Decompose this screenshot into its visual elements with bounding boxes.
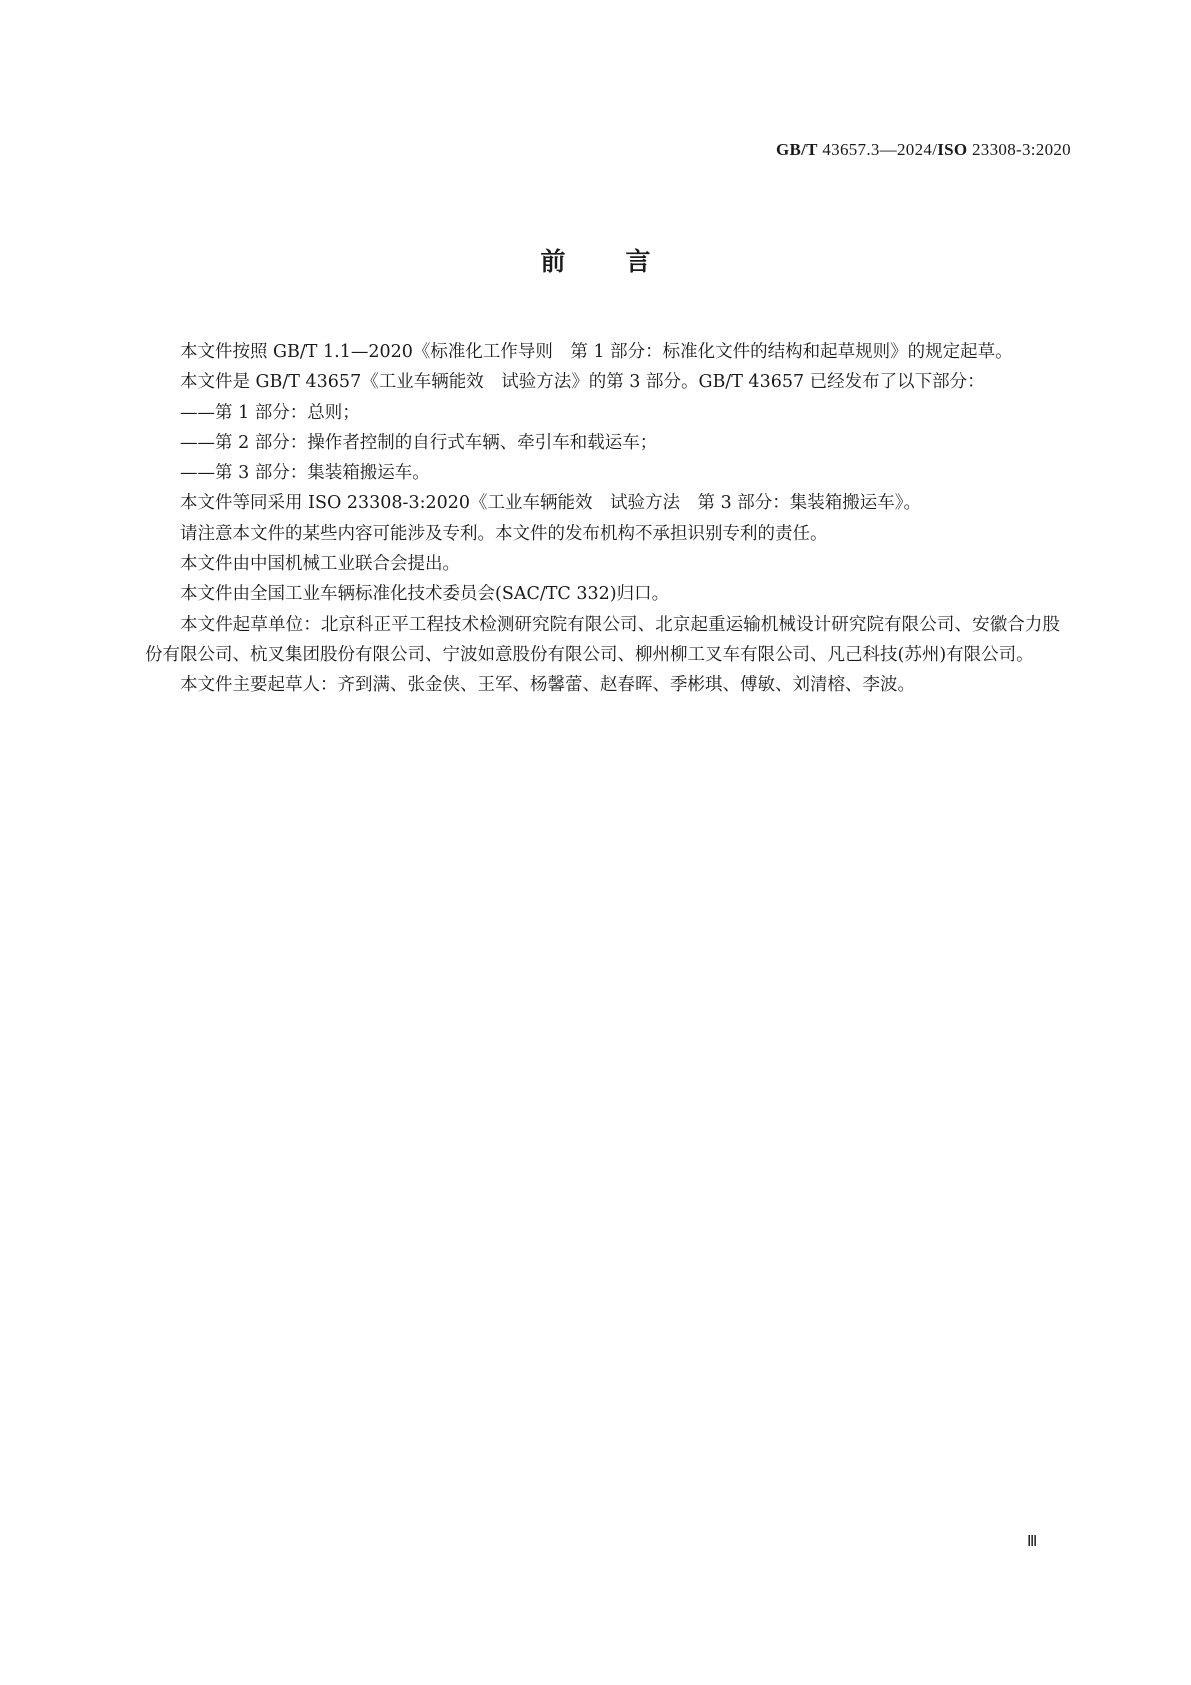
doc-code-iso-number: 23308-3:2020	[967, 140, 1071, 159]
paragraph-iso-adoption: 本文件等同采用 ISO 23308-3:2020《工业车辆能效 试验方法 第 3 部分：集装箱搬运车》。	[180, 493, 922, 514]
page-title: 前言	[540, 247, 711, 276]
page-number: Ⅲ	[1027, 1534, 1037, 1550]
list-item-part-2: ——第 2 部分：操作者控制的自行式车辆、牵引车和载运车；	[180, 432, 658, 453]
list-item-part-1: ——第 1 部分：总则；	[180, 402, 360, 423]
paragraph-series-intro: 本文件是 GB/T 43657《工业车辆能效 试验方法》的第 3 部分。GB/T 43657 已经发布了以下部分：	[180, 372, 985, 393]
paragraph-drafting-units: 本文件起草单位：北京科正平工程技术检测研究院有限公司、北京起重运输机械设计研究院有限公司、安徽合力股份有限公司、杭叉集团股份有限公司、宁波如意股份有限公司、柳州柳工叉车有限公司、凡己科技(苏州)有限公司。	[145, 614, 1060, 665]
doc-code-gbt: GB/T	[775, 140, 818, 159]
list-item-part-3: ——第 3 部分：集装箱搬运车。	[180, 463, 430, 484]
paragraph-committee: 本文件由全国工业车辆标准化技术委员会(SAC/TC 332)归口。	[180, 584, 670, 605]
paragraph-drafting-rules: 本文件按照 GB/T 1.1—2020《标准化工作导则 第 1 部分：标准化文件的结构和起草规则》的规定起草。	[180, 342, 1013, 362]
paragraph-patent-notice: 请注意本文件的某些内容可能涉及专利。本文件的发布机构不承担识别专利的责任。	[180, 523, 828, 544]
paragraph-drafters: 本文件主要起草人：齐到满、张金侠、王军、杨馨蕾、赵春晖、季彬琪、傅敏、刘清榕、李波。	[180, 675, 915, 696]
foreword-body	[145, 337, 1060, 701]
doc-code-number: 43657.3—2024/	[817, 140, 938, 159]
doc-code-iso: ISO	[937, 140, 968, 159]
paragraph-proposer: 本文件由中国机械工业联合会提出。	[180, 554, 460, 575]
document-code	[776, 140, 1071, 160]
